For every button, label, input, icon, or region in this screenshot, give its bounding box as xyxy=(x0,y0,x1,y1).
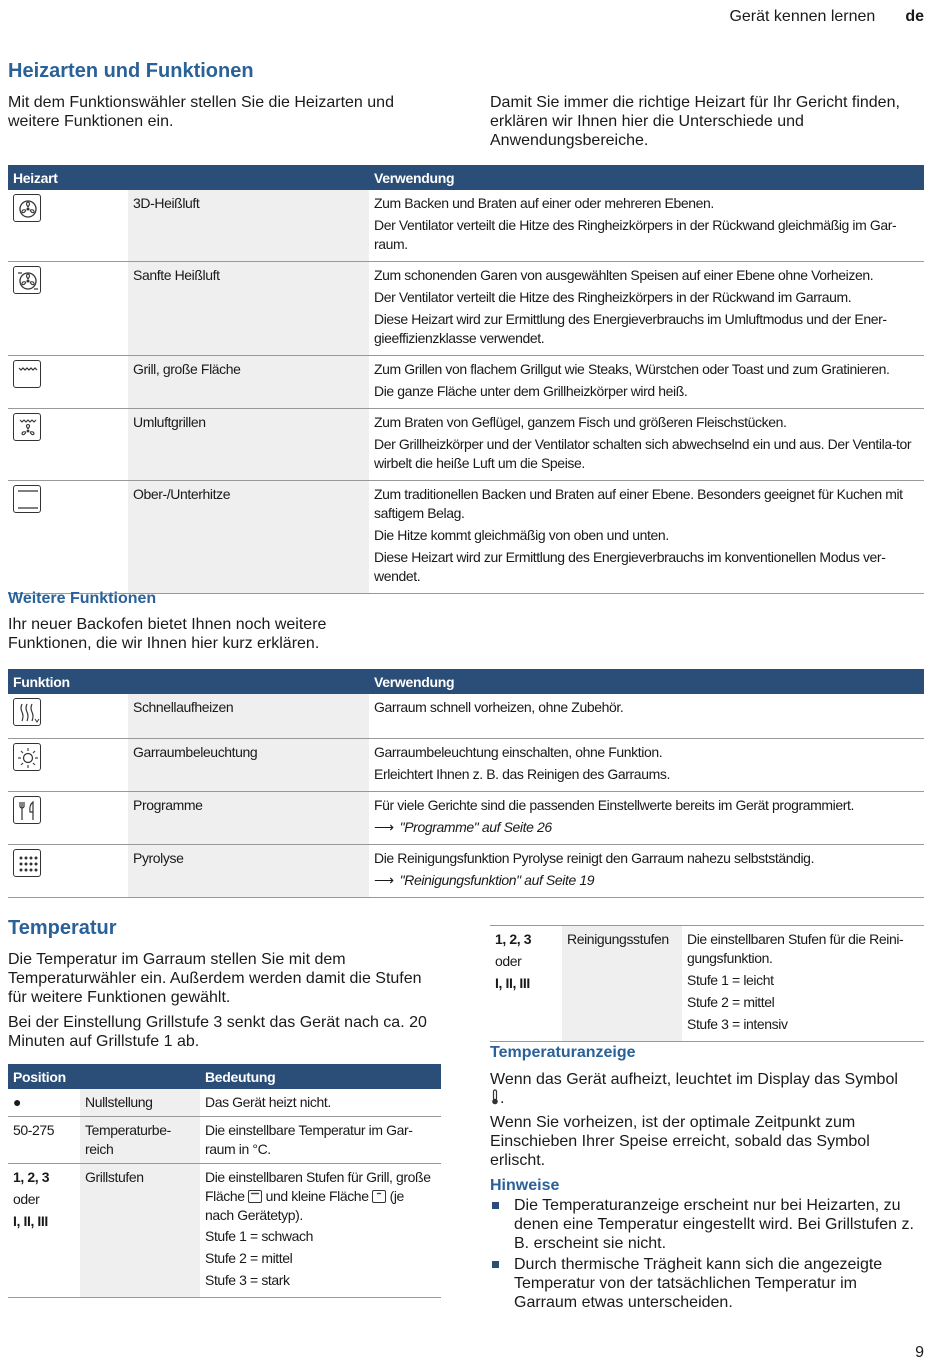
weitere-intro: Ihr neuer Backofen bietet Ihnen noch weitere Funktionen, die wir Ihnen hier kurz erklären. xyxy=(8,616,327,652)
col-position: Position xyxy=(8,1064,200,1089)
stufe-line: Stufe 3 = stark xyxy=(205,1272,290,1288)
verwendung-line: Zum Grillen von flachem Grillgut wie Steaks, Würstchen oder Toast und zum Gratinieren. xyxy=(374,361,890,377)
table-row xyxy=(8,844,924,897)
col-verwendung: Verwendung xyxy=(369,165,924,190)
heizart-name: Sanfte Heißluft xyxy=(128,262,369,356)
cross-reference: ⟶ "Reinigungsfunktion" auf Seite 19 xyxy=(374,871,595,888)
verwendung-line: Der Ventilator verteilt die Hitze des Ringheizkörpers in der Rückwand im Garraum. xyxy=(374,289,852,305)
table-row xyxy=(8,190,924,262)
verwendung-line: Garraum schnell vorheizen, ohne Zubehör. xyxy=(374,699,624,715)
verwendung-line: Die ganze Fläche unter dem Grillheizkörper wird heiß. xyxy=(374,383,688,399)
temperatur-p2: Bei der Einstellung Grillstufe 3 senkt das Gerät nach ca. 20 Minuten auf Grillstufe 1 ab. xyxy=(8,1014,427,1050)
weitere-title: Weitere Funktionen xyxy=(8,590,157,607)
verwendung-line: Garraumbeleuchtung einschalten, ohne Funktion. xyxy=(374,743,663,760)
temperatur-header-row xyxy=(8,1064,441,1089)
top-bottom-heat-icon xyxy=(13,485,41,513)
gentle-hot-air-icon xyxy=(13,266,41,294)
position-text: Das Gerät heizt nicht. xyxy=(200,1089,441,1117)
table-row xyxy=(8,409,924,481)
table-row xyxy=(8,1164,441,1298)
col-bedeutung: Bedeutung xyxy=(200,1064,441,1089)
header-lang: de xyxy=(905,8,924,25)
table-row xyxy=(490,926,924,1042)
stufe-line: Stufe 1 = leicht xyxy=(687,972,774,988)
table-row xyxy=(8,356,924,409)
verwendung-line: Die Reinigungsfunktion Pyrolyse reinigt den Garraum nahezu selbstständig. xyxy=(374,849,815,866)
anzeige-p1-text: Wenn das Gerät aufheizt, leuchtet im Display das Symbol xyxy=(490,1071,898,1088)
heizarten-intro-right: Damit Sie immer die richtige Heizart für Ihr Gericht finden, erklären wir Ihnen hier die Unterschiede und Anwendungsbereiche. xyxy=(490,94,900,149)
weitere-header-row xyxy=(8,669,924,694)
position-value-a: 1, 2, 3 xyxy=(495,931,532,947)
table-row xyxy=(8,1089,441,1117)
weitere-table xyxy=(8,669,924,898)
grill-large-icon xyxy=(248,1190,262,1203)
stufe-line: Stufe 2 = mittel xyxy=(205,1250,293,1266)
position-name: Grillstufen xyxy=(80,1164,200,1298)
verwendung-line: Für viele Gerichte sind die passenden Einstellwerte bereits im Gerät programmiert. xyxy=(374,796,854,813)
position-value-a: 1, 2, 3 xyxy=(13,1169,50,1185)
funktion-name: Garraumbeleuchtung xyxy=(128,738,369,791)
anzeige-p1-end: . xyxy=(500,1090,505,1107)
stufe-line: Stufe 2 = mittel xyxy=(687,994,775,1010)
hinweise-list xyxy=(490,1196,920,1314)
anzeige-p2: Wenn Sie vorheizen, ist der optimale Zeitpunkt zum Einschieben Ihrer Speise erreicht, sobald das Symbol erlischt. xyxy=(490,1114,870,1169)
cross-reference-text: "Reinigungsfunktion" auf Seite 19 xyxy=(399,871,595,888)
verwendung-line: Diese Heizart wird zur Ermittlung des Energieverbrauchs im konventionellen Modus ver-wendet. xyxy=(374,549,886,584)
grill-text-a: Die einstellbaren Stufen für Grill, große Fläche xyxy=(205,1169,431,1204)
temperatur-p1: Die Temperatur im Garraum stellen Sie mit dem Temperaturwähler ein. Außerdem werden damit die Stufen für weitere Funktionen gewählt. xyxy=(8,951,422,1006)
hinweise-title: Hinweise xyxy=(490,1177,560,1194)
heizarten-intro-left: Mit dem Funktionswähler stellen Sie die Heizarten und weitere Funktionen ein. xyxy=(8,94,394,130)
heizart-name: Umluftgrillen xyxy=(128,409,369,481)
stufe-line: Stufe 3 = intensiv xyxy=(687,1016,788,1032)
heizart-name: Grill, große Fläche xyxy=(128,356,369,409)
page-header xyxy=(729,8,924,26)
verwendung-line: Zum traditionellen Backen und Braten auf einer Ebene. Besonders geeignet für Kuchen mit saftigem Belag. xyxy=(374,486,903,521)
position-value-b: I, II, III xyxy=(495,975,530,991)
page-number: 9 xyxy=(915,1344,924,1361)
col-verwendung: Verwendung xyxy=(369,669,924,694)
table-row xyxy=(8,262,924,356)
position-oder: oder xyxy=(13,1191,40,1207)
reinigungsstufen-table xyxy=(490,925,924,1042)
grill-text-d: (je nach Gerätetyp). xyxy=(205,1188,404,1223)
verwendung-line: Der Ventilator verteilt die Hitze des Ringheizkörpers in der Rückwand gleichmäßig im Gar-raum. xyxy=(374,217,897,252)
position-value-b: I, II, III xyxy=(13,1213,48,1229)
verwendung-line: Zum Braten von Geflügel, ganzem Fisch und größeren Fleischstücken. xyxy=(374,414,787,430)
position-name: Nullstellung xyxy=(80,1089,200,1117)
anzeige-title: Temperaturanzeige xyxy=(490,1044,636,1061)
list-item: Die Temperaturanzeige erscheint nur bei Heizarten, zu denen eine Temperatur eingestellt wird. Bei Grillstufen z. B. erscheint sie nicht. xyxy=(490,1196,920,1253)
hot-air-3d-icon xyxy=(13,194,41,222)
table-row xyxy=(8,738,924,791)
table-row xyxy=(8,791,924,844)
position-name: Temperaturbe-reich xyxy=(80,1117,200,1164)
verwendung-line: Zum schonenden Garen von ausgewählten Speisen auf einer Ebene ohne Vorheizen. xyxy=(374,267,874,283)
verwendung-line: Die Hitze kommt gleichmäßig von oben und unten. xyxy=(374,527,669,543)
list-item: Durch thermische Trägheit kann sich die angezeigte Temperatur von der tatsächlichen Temperatur im Garraum etwas unterscheiden. xyxy=(490,1255,920,1312)
grill-small-icon xyxy=(372,1190,386,1203)
funktion-name: Schnellaufheizen xyxy=(128,694,369,738)
position-name: Reinigungsstufen xyxy=(562,926,682,1042)
heizarten-header-row xyxy=(8,165,924,190)
anzeige-p1 xyxy=(490,1070,910,1108)
grill-large-icon xyxy=(13,360,41,388)
grill-text-c: Fläche xyxy=(328,1188,369,1204)
rapid-heat-icon xyxy=(13,698,41,726)
reinigung-text: Die einstellbaren Stufen für die Reini-gungsfunktion. xyxy=(687,931,904,966)
thermometer-icon xyxy=(490,1089,500,1105)
temperatur-table xyxy=(8,1064,441,1298)
programs-icon xyxy=(13,796,41,824)
funktion-name: Pyrolyse xyxy=(128,844,369,897)
header-section: Gerät kennen lernen xyxy=(729,8,876,25)
col-funktion: Funktion xyxy=(8,669,369,694)
heizarten-table xyxy=(8,165,924,594)
table-row xyxy=(8,694,924,738)
table-row xyxy=(8,481,924,594)
fan-grill-icon xyxy=(13,413,41,441)
col-heizart: Heizart xyxy=(8,165,369,190)
position-value: ● xyxy=(8,1089,80,1117)
grill-text-b: und kleine xyxy=(265,1188,326,1204)
stufe-line: Stufe 1 = schwach xyxy=(205,1228,313,1244)
funktion-name: Programme xyxy=(128,791,369,844)
verwendung-line: Erleichtert Ihnen z. B. das Reinigen des Garraums. xyxy=(374,765,670,782)
position-value: 50-275 xyxy=(8,1117,80,1164)
heizarten-title: Heizarten und Funktionen xyxy=(8,60,254,82)
verwendung-line: Diese Heizart wird zur Ermittlung des Energieverbrauchs im Umluftmodus und der Ener-gieeffizienzklasse verwendet. xyxy=(374,311,887,346)
cross-reference-text: "Programme" auf Seite 26 xyxy=(399,818,552,835)
cross-reference: ⟶ "Programme" auf Seite 26 xyxy=(374,818,552,835)
temperatur-title: Temperatur xyxy=(8,917,117,939)
position-oder: oder xyxy=(495,953,522,969)
heizart-name: 3D-Heißluft xyxy=(128,190,369,262)
pyrolysis-icon xyxy=(13,849,41,877)
table-row xyxy=(8,1117,441,1164)
verwendung-line: Zum Backen und Braten auf einer oder mehreren Ebenen. xyxy=(374,195,714,211)
oven-light-icon xyxy=(13,743,41,771)
verwendung-line: Der Grillheizkörper und der Ventilator schalten sich abwechselnd ein und aus. Der Ventila-tor wirbelt die heiße Luft um die Speise. xyxy=(374,436,912,471)
position-text: Die einstellbare Temperatur im Gar-raum in °C. xyxy=(200,1117,441,1164)
heizart-name: Ober-/Unterhitze xyxy=(128,481,369,594)
